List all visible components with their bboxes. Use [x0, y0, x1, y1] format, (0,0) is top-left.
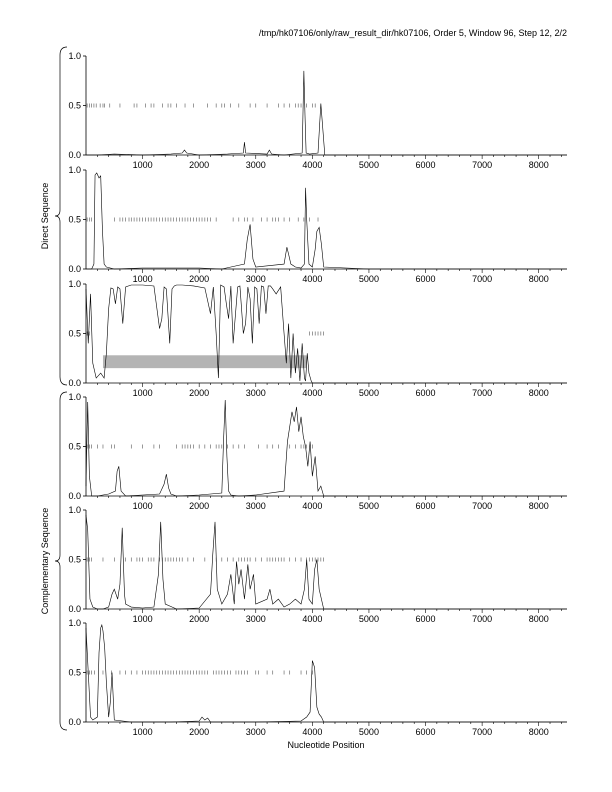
y-tick-label: 0.0: [68, 150, 81, 160]
x-tick-label: 5000: [358, 388, 379, 398]
x-tick-label: 4000: [302, 388, 323, 398]
x-axis-title: Nucleotide Position: [287, 740, 365, 750]
x-tick-label: 4000: [302, 160, 323, 170]
y-tick-label: 0.5: [68, 554, 81, 565]
x-tick-label: 8000: [528, 501, 549, 511]
y-tick-label: 1.0: [68, 392, 81, 402]
x-tick-label: 5000: [358, 274, 379, 284]
x-tick-label: 5000: [358, 727, 379, 737]
header-path: /tmp/hk07106/only/raw_result_dir/hk07106, Order 5, Window 96, Step 12, 2/2: [258, 28, 567, 38]
x-tick-label: 2000: [189, 501, 210, 511]
x-tick-label: 4000: [302, 614, 323, 624]
x-tick-label: 3000: [245, 727, 266, 737]
y-tick-label: 1.0: [68, 505, 81, 515]
x-tick-label: 8000: [528, 727, 549, 737]
x-tick-label: 7000: [472, 274, 493, 284]
y-tick-label: 0.5: [68, 214, 81, 225]
x-tick-label: 6000: [415, 160, 436, 170]
x-tick-label: 7000: [472, 727, 493, 737]
y-tick-label: 1.0: [68, 618, 81, 628]
x-tick-label: 5000: [358, 614, 379, 624]
y-tick-label: 0.0: [68, 604, 81, 614]
x-tick-label: 7000: [472, 160, 493, 170]
x-tick-label: 1000: [132, 727, 153, 737]
brace-complementary: [55, 392, 67, 730]
x-tick-label: 1000: [132, 501, 153, 511]
x-tick-label: 8000: [528, 160, 549, 170]
x-tick-label: 7000: [472, 501, 493, 511]
x-tick-label: 8000: [528, 614, 549, 624]
y-tick-label: 0.0: [68, 491, 81, 501]
group-label-direct: Direct Sequence: [40, 182, 50, 250]
x-tick-label: 6000: [415, 274, 436, 284]
x-tick-label: 6000: [415, 614, 436, 624]
series-line: [86, 71, 567, 155]
series-line: [86, 173, 567, 269]
x-tick-label: 8000: [528, 388, 549, 398]
y-tick-label: 0.5: [68, 441, 81, 452]
x-tick-label: 2000: [189, 614, 210, 624]
x-tick-label: 1000: [132, 388, 153, 398]
x-tick-label: 2000: [189, 274, 210, 284]
highlight-region: [103, 355, 307, 368]
y-tick-label: 0.0: [68, 264, 81, 274]
x-tick-label: 6000: [415, 501, 436, 511]
x-tick-label: 1000: [132, 274, 153, 284]
series-line: [86, 400, 567, 496]
panel-2: [68, 165, 567, 284]
x-tick-label: 3000: [245, 274, 266, 284]
y-tick-label: 0.0: [68, 378, 81, 388]
panel-5: [68, 505, 567, 624]
x-tick-label: 4000: [302, 274, 323, 284]
y-tick-label: 0.0: [68, 717, 81, 727]
x-tick-label: 4000: [302, 727, 323, 737]
series-line: [86, 515, 567, 609]
panels: [68, 51, 567, 737]
x-tick-label: 3000: [245, 614, 266, 624]
y-tick-label: 0.5: [68, 667, 81, 678]
y-tick-label: 1.0: [68, 165, 81, 175]
panel-4: [68, 392, 567, 511]
panel-6: [68, 618, 567, 737]
brace-direct: [55, 47, 67, 385]
x-tick-label: 5000: [358, 160, 379, 170]
x-tick-label: 3000: [245, 388, 266, 398]
x-tick-label: 2000: [189, 727, 210, 737]
y-tick-label: 1.0: [68, 51, 81, 61]
y-tick-label: 0.5: [68, 100, 81, 111]
series-line: [86, 625, 567, 722]
x-tick-label: 4000: [302, 501, 323, 511]
x-tick-label: 8000: [528, 274, 549, 284]
x-tick-label: 7000: [472, 388, 493, 398]
x-tick-label: 1000: [132, 160, 153, 170]
panel-1: [68, 51, 567, 170]
group-label-complementary: Complementary Sequence: [40, 507, 50, 615]
x-tick-label: 1000: [132, 614, 153, 624]
x-tick-label: 5000: [358, 501, 379, 511]
x-tick-label: 2000: [189, 388, 210, 398]
x-tick-label: 3000: [245, 160, 266, 170]
x-tick-label: 3000: [245, 501, 266, 511]
y-tick-label: 0.5: [68, 328, 81, 339]
x-tick-label: 7000: [472, 614, 493, 624]
x-tick-label: 6000: [415, 388, 436, 398]
panel-3: [68, 279, 567, 398]
y-tick-label: 1.0: [68, 279, 81, 289]
group-brackets: [40, 47, 67, 730]
x-tick-label: 2000: [189, 160, 210, 170]
x-tick-label: 6000: [415, 727, 436, 737]
series-line: [86, 285, 567, 383]
